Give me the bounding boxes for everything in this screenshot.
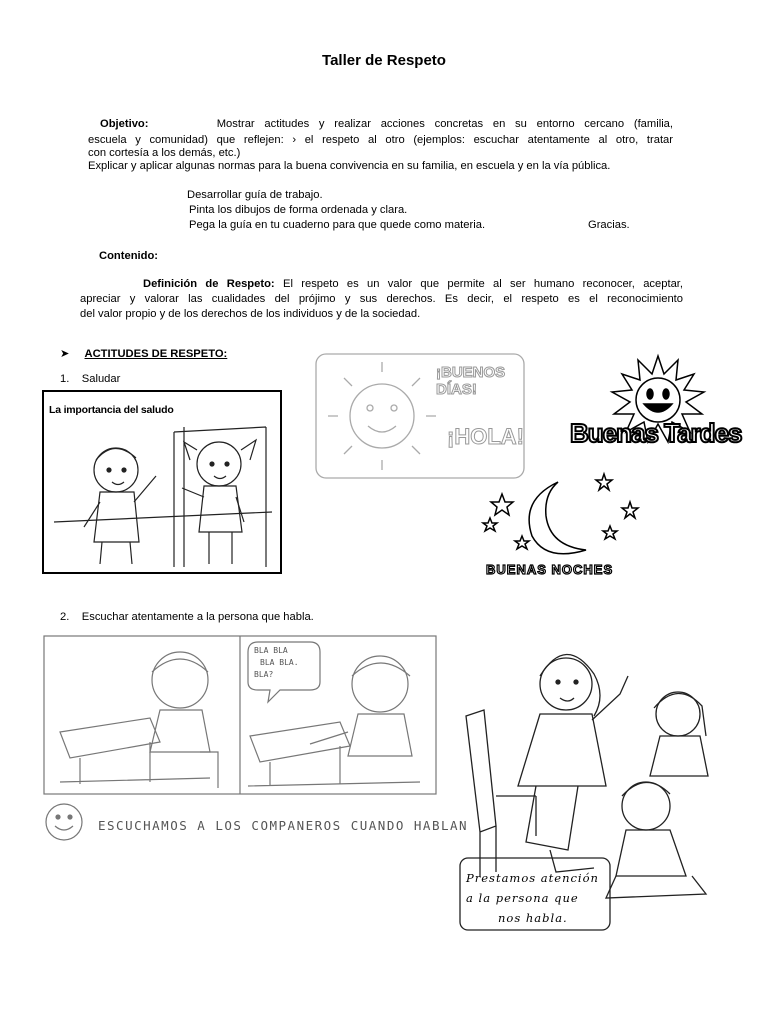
escuchamos-text: ESCUCHAMOS A LOS COMPANEROS CUANDO HABLAN <box>98 818 469 833</box>
item-1: 1. Saludar <box>60 373 121 385</box>
buenas-tardes-text: Buenas Tardes <box>570 418 742 448</box>
bla-bubble-text: BLA BLA BLA BLA. BLA? <box>254 646 299 679</box>
hola-text: ¡HOLA! <box>447 424 524 449</box>
definition-line-2: apreciar y valorar las cualidades del prójimo y sus derechos. Es decir, el respeto es el reconocimiento <box>80 293 683 305</box>
buenas-noches-text: BUENAS NOCHES <box>486 562 614 577</box>
listening-illustration <box>40 632 469 852</box>
contenido-label: Contenido: <box>99 250 159 262</box>
instruction-3: Pega la guía en tu cuaderno para que quede como materia. <box>189 219 486 231</box>
children-greeting-drawing <box>44 392 280 572</box>
teacher-illustration <box>456 636 746 936</box>
objetivo-line-2: escuela y comunidad) que reflejen: › el respeto al otro (ejemplos: escuchar atentamente al otro, tratar <box>88 134 673 146</box>
arrow-bullet-icon: ➤ <box>60 348 70 360</box>
instruction-2: Pinta los dibujos de forma ordenada y clara. <box>189 204 408 216</box>
section-header: ➤ ACTITUDES DE RESPETO: <box>60 348 228 360</box>
prestamos-note: Prestamos atención a la persona que nos habla. <box>466 871 599 925</box>
objetivo-label: Objetivo: <box>100 118 149 130</box>
buenas-noches-sign <box>480 470 646 584</box>
page-title: Taller de Respeto <box>322 52 446 69</box>
definition-line-3: del valor propio y de los derechos de los individuos y de la sociedad. <box>80 308 421 320</box>
thanks-text: Gracias. <box>588 219 630 231</box>
buenos-dias-sign <box>312 350 528 482</box>
buenos-dias-text: ¡BUENOS DÍAS! <box>436 364 506 398</box>
objetivo-line-4: Explicar y aplicar algunas normas para la buena convivencia en su familia, en escuela y en la vía pública. <box>88 160 611 172</box>
saludo-caption: La importancia del saludo <box>49 404 174 416</box>
buenas-tardes-sign <box>566 352 750 464</box>
saludo-illustration <box>42 390 282 574</box>
objetivo-line-1: Objetivo: Mostrar actitudes y realizar acciones concretas en su entorno cercano (familia, <box>100 118 674 130</box>
objetivo-line-3: con cortesía a los demás, etc.) <box>88 147 241 159</box>
instruction-1: Desarrollar guía de trabajo. <box>187 189 323 201</box>
definition-line-1: Definición de Respeto: El respeto es un valor que permite al ser humano reconocer, aceptar, <box>143 278 684 290</box>
item-2: 2. Escuchar atentamente a la persona que habla. <box>60 611 314 623</box>
